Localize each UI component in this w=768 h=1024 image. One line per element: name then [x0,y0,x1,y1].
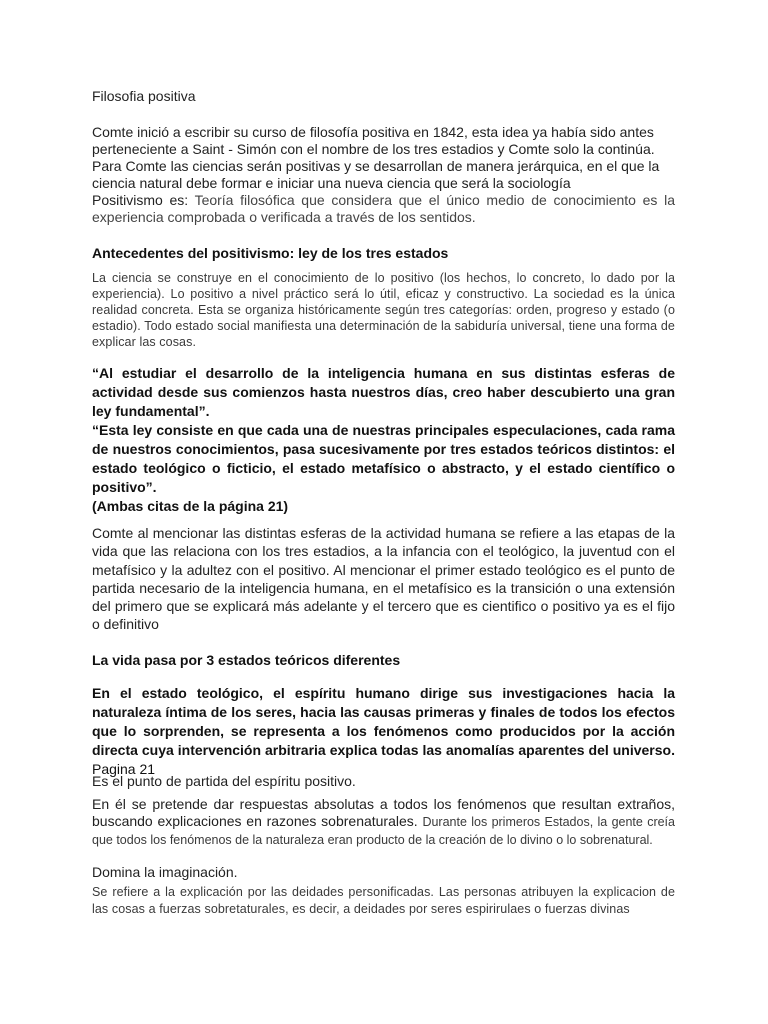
respuestas-text: En él se pretende dar respuestas absolutas a todos los fenómenos que resultan extraños, buscando explicaciones en razones sobrenaturales. [92,796,675,829]
estado-teologico-text: En el estado teológico, el espíritu humano dirige sus investigaciones hacia la naturaleza íntima de los seres, hacia las causas primeras y finales de todos los efectos que lo sorprenden, se representa a los fenómenos como producidos por la acción directa cuya intervención arbitraria explica todas las anomalías aparentes del universo. [92,685,675,758]
paragraph-respuestas [92,796,675,849]
quotes-block [92,364,675,516]
intro-paragraph-1: Comte inició a escribir su curso de filosofía positiva en 1842, esta idea ya había sido antes perteneciente a Saint - Simón con el nombre de los tres estadios y Comte solo la continúa. [92,124,655,157]
positivismo-text: Teoría filosófica que considera que el único medio de conocimiento es la experiencia comprobada o verificada a través de los sentidos. [92,192,675,225]
paragraph-comte: Comte al mencionar las distintas esferas de la actividad humana se refiere a las etapas de la vida que las relaciona con los tres estadios, a la infancia con el teológico, la juventud con el metafísico y la adultez con el positivo. Al mencionar el primer estado teológico es el punto de partida necesario de la inteligencia humana, en el metafísico es la transición o una extensión del primero que se explicará más adelante y el tercero que es cientifico o positivo ya es el fijo o definitivo [92,525,675,633]
heading-antecedentes: Antecedentes del positivismo: ley de los tres estados [92,245,449,261]
paragraph-punto-partida: Es el punto de partida del espíritu positivo. [92,773,356,789]
positivismo-label: Positivismo es: [92,192,195,208]
paragraph-deidades: Se refiere a la explicación por las deidades personificadas. Las personas atribuyen la explicacion de las cosas a fuerzas sobretaturales, es decir, a deidades por seres espirirulaes o fuerzas divinas [92,885,675,916]
document-title: Filosofia positiva [92,88,196,104]
paragraph-estado-teologico [92,684,675,779]
intro-section [92,124,675,226]
quote-2: “Esta ley consiste en que cada una de nuestras principales especulaciones, cada rama de nuestros conocimientos, pasa sucesivamente por tres estados teóricos distintos: el estado teológico o ficticio, el estado metafísico o abstracto, y el estado científico o positivo”. [92,422,675,495]
paragraph-domina: Domina la imaginación. [92,864,238,880]
intro-paragraph-2: Para Comte las ciencias serán positivas y se desarrollan de manera jerárquica, en el que la ciencia natural debe formar e iniciar una nueva ciencia que será la sociología [92,158,660,191]
quote-1: “Al estudiar el desarrollo de la inteligencia humana en sus distintas esferas de actividad desde sus comienzos hasta nuestros días, creo haber descubierto una gran ley fundamental”. [92,365,675,419]
page-reference: Pagina 21 [92,761,156,777]
respuestas-note: Durante los primeros Estados, la gente creía que todos los fenómenos de la naturaleza eran producto de la creación de lo divino o lo sobrenatural. [92,815,675,847]
positivismo-definition [92,192,675,226]
paragraph-ciencia: La ciencia se construye en el conocimiento de lo positivo (los hechos, lo concreto, lo dado por la experiencia). Lo positivo a nivel práctico será lo útil, eficaz y constructivo. La sociedad es la única realidad concreta. Esta se organiza históricamente según tres categorías: orden, progreso y estado (o estadio). Todo estado social manifiesta una determinación de la sabiduría universal, tiene una forma de explicar las cosas. [92,271,675,349]
quote-source: (Ambas citas de la página 21) [92,498,289,514]
heading-tres-estados: La vida pasa por 3 estados teóricos diferentes [92,652,401,668]
